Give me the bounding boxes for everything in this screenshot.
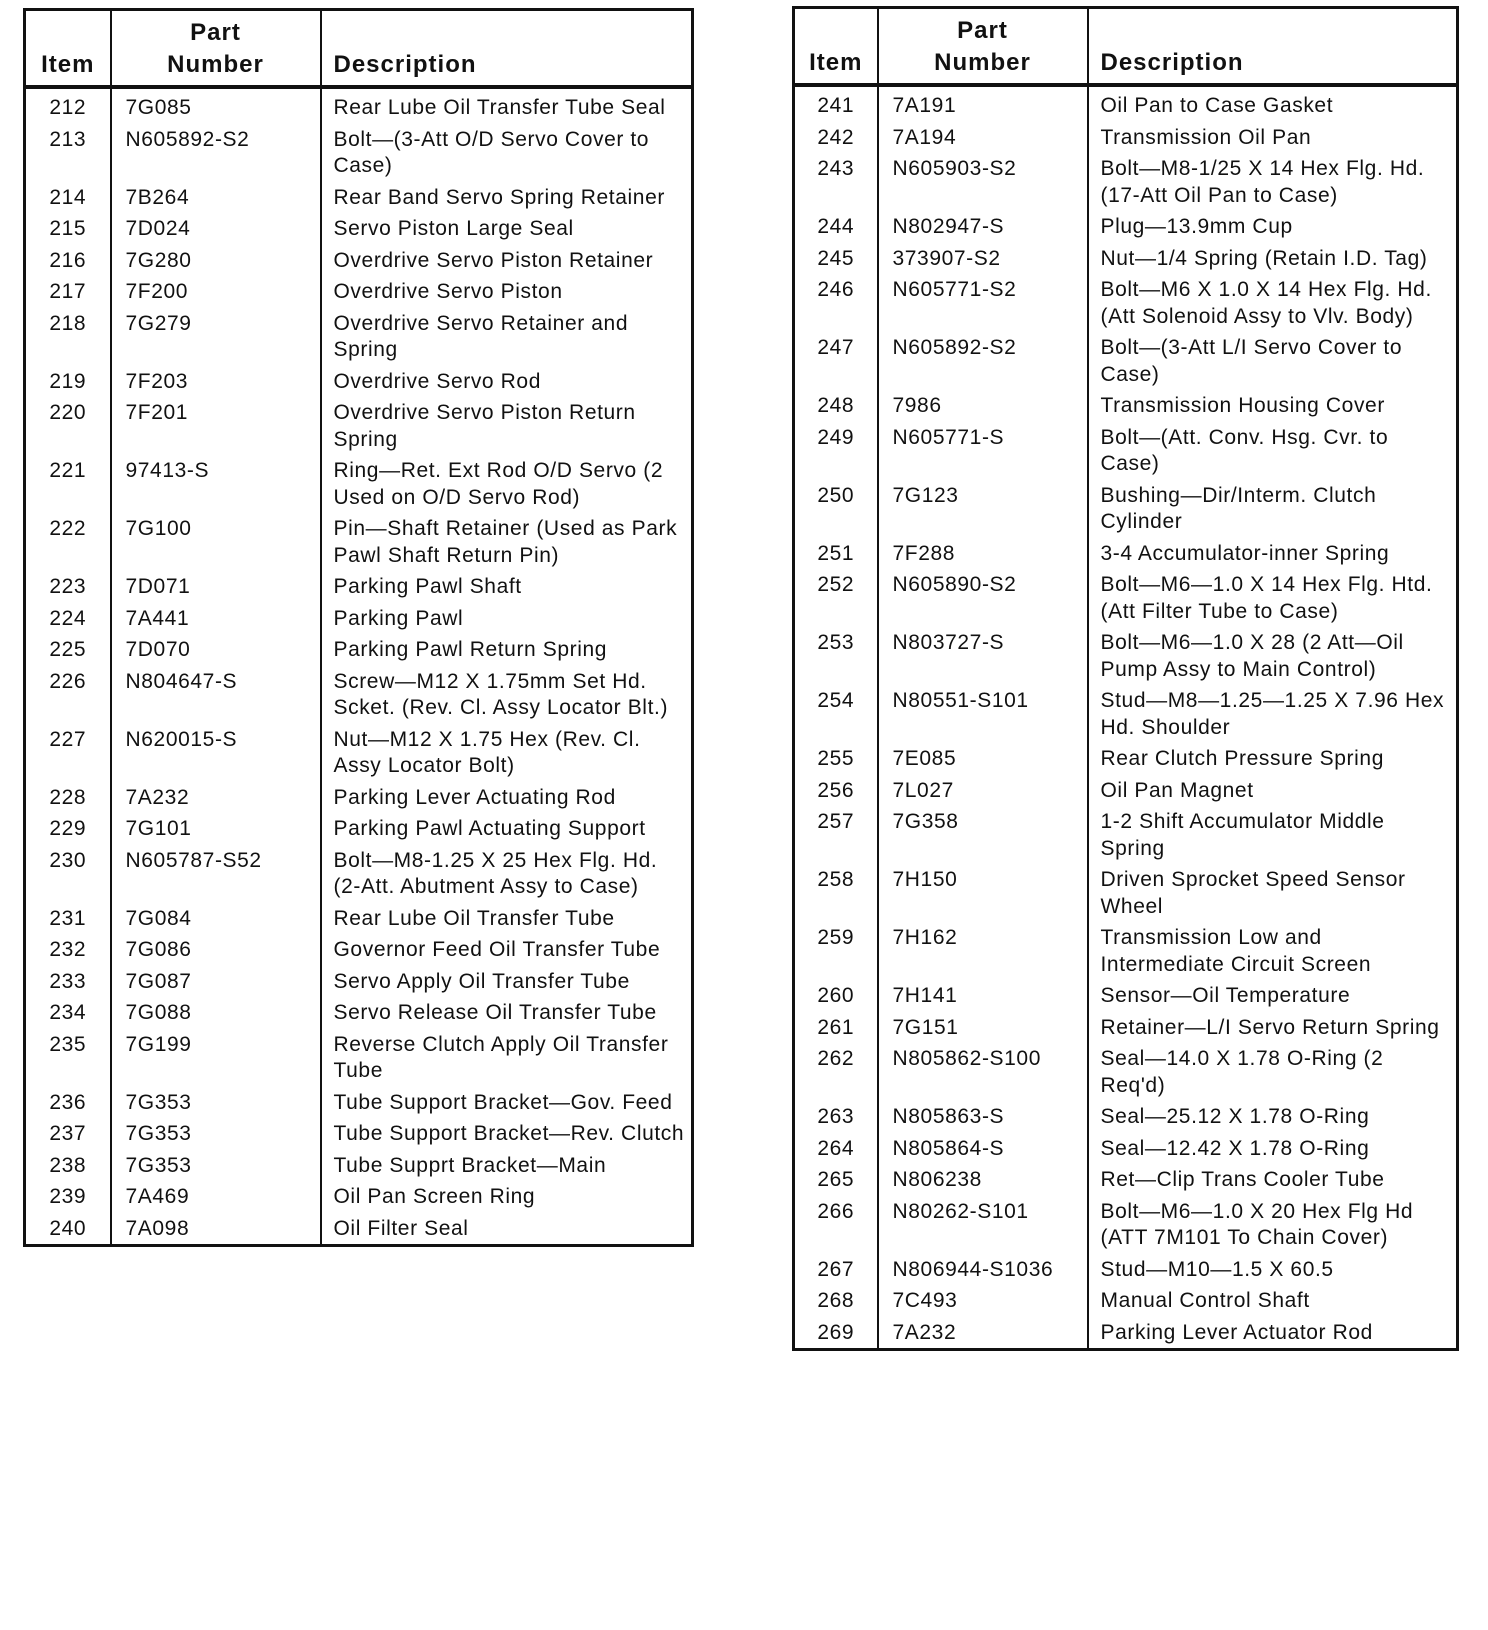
description-cell: Nut—1/4 Spring (Retain I.D. Tag) — [1088, 243, 1458, 275]
part-number-cell: 7C493 — [878, 1285, 1088, 1317]
description-cell: Seal—12.42 X 1.78 O-Ring — [1088, 1133, 1458, 1165]
part-number-cell: 7A191 — [878, 85, 1088, 122]
table-row — [25, 966, 693, 998]
description-cell: Parking Pawl Shaft — [321, 571, 693, 603]
part-number-cell: N605892-S2 — [111, 124, 321, 182]
table-row — [25, 182, 693, 214]
item-cell: 237 — [49, 1122, 87, 1145]
table-row — [794, 743, 1458, 775]
table-row — [25, 397, 693, 455]
description-cell: Rear Band Servo Spring Retainer — [321, 182, 693, 214]
part-number-cell: N802947-S — [878, 211, 1088, 243]
part-number-cell: N806944-S1036 — [878, 1254, 1088, 1286]
description-cell: Bolt—M8-1.25 X 25 Hex Flg. Hd. (2-Att. Abutment Assy to Case) — [321, 845, 693, 903]
table-row — [794, 332, 1458, 390]
table-row — [25, 571, 693, 603]
description-cell: 1-2 Shift Accumulator Middle Spring — [1088, 806, 1458, 864]
description-cell: Oil Pan Magnet — [1088, 775, 1458, 807]
item-cell: 218 — [49, 311, 87, 335]
table-row — [25, 276, 693, 308]
description-cell: Transmission Low and Intermediate Circuit Screen — [1088, 922, 1458, 980]
description-column-header: Description — [1088, 8, 1458, 86]
item-cell: 268 — [817, 1289, 855, 1312]
part-number-cell: 7A098 — [111, 1213, 321, 1246]
table-row — [794, 153, 1458, 211]
part-number-cell: N803727-S — [878, 627, 1088, 685]
table-row — [794, 569, 1458, 627]
part-number-cell: 7L027 — [878, 775, 1088, 807]
table-row — [794, 980, 1458, 1012]
description-cell: Oil Filter Seal — [321, 1213, 693, 1246]
item-cell: 258 — [817, 868, 855, 891]
part-number-cell: 7G199 — [111, 1029, 321, 1087]
description-cell: Rear Lube Oil Transfer Tube — [321, 903, 693, 935]
item-cell: 257 — [817, 810, 855, 833]
description-cell: Seal—25.12 X 1.78 O-Ring — [1088, 1101, 1458, 1133]
item-cell: 253 — [817, 631, 855, 654]
table-row — [794, 864, 1458, 922]
part-number-cell: N805862-S100 — [878, 1043, 1088, 1101]
description-cell: Transmission Housing Cover — [1088, 390, 1458, 422]
item-cell: 263 — [817, 1105, 855, 1128]
table-row — [794, 211, 1458, 243]
parts-table-right — [792, 6, 1459, 1351]
description-cell: 3-4 Accumulator-inner Spring — [1088, 538, 1458, 570]
part-number-cell: 7F200 — [111, 276, 321, 308]
description-cell: Bushing—Dir/Interm. Clutch Cylinder — [1088, 480, 1458, 538]
description-cell: Stud—M8—1.25—1.25 X 7.96 Hex Hd. Shoulder — [1088, 685, 1458, 743]
description-cell: Stud—M10—1.5 X 60.5 — [1088, 1254, 1458, 1286]
description-cell: Servo Release Oil Transfer Tube — [321, 997, 693, 1029]
part-number-column-header: Part Number — [111, 10, 321, 88]
item-column-header: Item — [25, 10, 111, 88]
table-row — [25, 124, 693, 182]
part-number-cell: 7G353 — [111, 1150, 321, 1182]
part-number-cell: N805863-S — [878, 1101, 1088, 1133]
description-cell: Bolt—M6—1.0 X 28 (2 Att—Oil Pump Assy to Main Control) — [1088, 627, 1458, 685]
description-cell: Tube Support Bracket—Rev. Clutch — [321, 1118, 693, 1150]
part-number-cell: 7H162 — [878, 922, 1088, 980]
table-row — [25, 1150, 693, 1182]
table-row — [25, 245, 693, 277]
part-number-cell: N804647-S — [111, 666, 321, 724]
item-cell: 232 — [49, 938, 87, 961]
part-number-cell: N605892-S2 — [878, 332, 1088, 390]
table-row — [794, 480, 1458, 538]
table-row — [794, 85, 1458, 122]
description-cell: Reverse Clutch Apply Oil Transfer Tube — [321, 1029, 693, 1087]
item-cell: 224 — [49, 606, 87, 630]
table-row — [794, 1317, 1458, 1350]
item-cell: 245 — [817, 246, 855, 270]
item-cell: 227 — [49, 727, 87, 751]
item-cell: 222 — [49, 517, 87, 540]
part-number-cell: N805864-S — [878, 1133, 1088, 1165]
item-cell: 216 — [49, 248, 87, 272]
table-row — [794, 1285, 1458, 1317]
item-cell: 262 — [817, 1047, 855, 1070]
item-cell: 252 — [817, 573, 855, 596]
item-cell: 255 — [817, 747, 855, 770]
description-cell: Tube Supprt Bracket—Main — [321, 1150, 693, 1182]
item-cell: 239 — [49, 1185, 87, 1208]
part-number-cell: 7A232 — [111, 782, 321, 814]
part-number-cell: N605903-S2 — [878, 153, 1088, 211]
table-row — [25, 845, 693, 903]
item-cell: 269 — [817, 1320, 855, 1344]
part-number-cell: 7H150 — [878, 864, 1088, 922]
item-cell: 226 — [49, 669, 87, 693]
part-number-cell: N806238 — [878, 1164, 1088, 1196]
description-cell: Oil Pan to Case Gasket — [1088, 85, 1458, 122]
item-cell: 240 — [49, 1216, 87, 1240]
description-cell: Parking Pawl Return Spring — [321, 634, 693, 666]
part-number-cell: 7A441 — [111, 603, 321, 635]
table-row — [794, 274, 1458, 332]
table-row — [794, 1133, 1458, 1165]
item-cell: 241 — [817, 94, 855, 117]
table-row — [25, 1181, 693, 1213]
table-row — [25, 1213, 693, 1246]
part-number-cell: 7F203 — [111, 366, 321, 398]
table-row — [794, 806, 1458, 864]
part-number-cell: 7D070 — [111, 634, 321, 666]
item-cell: 250 — [817, 483, 855, 507]
table-row — [25, 455, 693, 513]
description-cell: Sensor—Oil Temperature — [1088, 980, 1458, 1012]
table-row — [794, 122, 1458, 154]
table-row — [794, 1254, 1458, 1286]
item-cell: 234 — [49, 1001, 87, 1024]
description-cell: Servo Apply Oil Transfer Tube — [321, 966, 693, 998]
table-row — [794, 243, 1458, 275]
item-cell: 266 — [817, 1199, 855, 1223]
item-cell: 217 — [49, 280, 87, 303]
part-number-cell: 7G100 — [111, 513, 321, 571]
table-row — [25, 1087, 693, 1119]
part-number-cell: 7G086 — [111, 934, 321, 966]
item-cell: 242 — [817, 125, 855, 149]
description-cell: Pin—Shaft Retainer (Used as Park Pawl Shaft Return Pin) — [321, 513, 693, 571]
part-number-cell: 7E085 — [878, 743, 1088, 775]
item-cell: 265 — [817, 1168, 855, 1191]
part-number-cell: 7G358 — [878, 806, 1088, 864]
item-cell: 214 — [49, 185, 87, 209]
item-cell: 215 — [49, 217, 87, 240]
table-row — [794, 922, 1458, 980]
description-cell: Screw—M12 X 1.75mm Set Hd. Scket. (Rev. Cl. Assy Locator Blt.) — [321, 666, 693, 724]
table-row — [794, 1101, 1458, 1133]
part-number-cell: 7B264 — [111, 182, 321, 214]
description-cell: Governor Feed Oil Transfer Tube — [321, 934, 693, 966]
part-number-cell: N605771-S2 — [878, 274, 1088, 332]
description-cell: Bolt—M6—1.0 X 20 Hex Flg Hd (ATT 7M101 To Chain Cover) — [1088, 1196, 1458, 1254]
description-cell: Overdrive Servo Piston — [321, 276, 693, 308]
table-header — [794, 8, 1458, 86]
table-row — [25, 513, 693, 571]
item-cell: 236 — [49, 1090, 87, 1114]
part-number-cell: N605787-S52 — [111, 845, 321, 903]
description-column-header: Description — [321, 10, 693, 88]
description-cell: Parking Pawl — [321, 603, 693, 635]
item-cell: 219 — [49, 369, 87, 393]
description-cell: Bolt—(3-Att L/I Servo Cover to Case) — [1088, 332, 1458, 390]
part-number-cell: 7G280 — [111, 245, 321, 277]
item-cell: 230 — [49, 848, 87, 872]
table-row — [25, 213, 693, 245]
item-cell: 264 — [817, 1136, 855, 1160]
part-number-cell: N80551-S101 — [878, 685, 1088, 743]
table-row — [25, 603, 693, 635]
item-cell: 256 — [817, 778, 855, 802]
description-cell: Retainer—L/I Servo Return Spring — [1088, 1012, 1458, 1044]
part-number-cell: 7G123 — [878, 480, 1088, 538]
part-number-cell: 7A469 — [111, 1181, 321, 1213]
item-cell: 247 — [817, 336, 855, 359]
part-number-cell: 7986 — [878, 390, 1088, 422]
table-row — [25, 934, 693, 966]
part-number-cell: 7G084 — [111, 903, 321, 935]
table-row — [25, 813, 693, 845]
part-number-cell: 7H141 — [878, 980, 1088, 1012]
description-cell: Nut—M12 X 1.75 Hex (Rev. Cl. Assy Locator Bolt) — [321, 724, 693, 782]
item-cell: 254 — [817, 689, 855, 712]
description-cell: Driven Sprocket Speed Sensor Wheel — [1088, 864, 1458, 922]
description-cell: Bolt—(3-Att O/D Servo Cover to Case) — [321, 124, 693, 182]
item-cell: 238 — [49, 1153, 87, 1177]
description-cell: Overdrive Servo Piston Return Spring — [321, 397, 693, 455]
description-cell: Seal—14.0 X 1.78 O-Ring (2 Req'd) — [1088, 1043, 1458, 1101]
part-number-cell: 7G101 — [111, 813, 321, 845]
item-cell: 243 — [817, 157, 855, 180]
description-cell: Ring—Ret. Ext Rod O/D Servo (2 Used on O/D Servo Rod) — [321, 455, 693, 513]
table-row — [25, 782, 693, 814]
item-cell: 248 — [817, 394, 855, 417]
part-number-cell: N620015-S — [111, 724, 321, 782]
part-number-cell: 7D024 — [111, 213, 321, 245]
part-number-cell: 7F201 — [111, 397, 321, 455]
item-cell: 261 — [817, 1015, 855, 1039]
table-row — [794, 685, 1458, 743]
description-cell: Rear Clutch Pressure Spring — [1088, 743, 1458, 775]
table-row — [25, 903, 693, 935]
item-cell: 259 — [817, 926, 855, 949]
item-column-header: Item — [794, 8, 878, 86]
description-cell: Ret—Clip Trans Cooler Tube — [1088, 1164, 1458, 1196]
description-cell: Rear Lube Oil Transfer Tube Seal — [321, 87, 693, 124]
item-cell: 229 — [49, 817, 87, 840]
description-cell: Bolt—M6—1.0 X 14 Hex Flg. Htd. (Att Filter Tube to Case) — [1088, 569, 1458, 627]
item-cell: 251 — [817, 541, 855, 565]
part-number-cell: 7G279 — [111, 308, 321, 366]
table-row — [25, 1029, 693, 1087]
item-cell: 244 — [817, 215, 855, 238]
item-cell: 246 — [817, 278, 855, 301]
table-row — [794, 538, 1458, 570]
table-row — [794, 422, 1458, 480]
part-number-cell: 7G353 — [111, 1087, 321, 1119]
part-number-cell: 7G151 — [878, 1012, 1088, 1044]
description-cell: Tube Support Bracket—Gov. Feed — [321, 1087, 693, 1119]
table-row — [794, 1164, 1458, 1196]
part-number-column-header: Part Number — [878, 8, 1088, 86]
description-cell: Parking Lever Actuating Rod — [321, 782, 693, 814]
part-number-cell: 7G087 — [111, 966, 321, 998]
description-cell: Overdrive Servo Piston Retainer — [321, 245, 693, 277]
table-row — [794, 1043, 1458, 1101]
table-row — [794, 1196, 1458, 1254]
description-cell: Oil Pan Screen Ring — [321, 1181, 693, 1213]
description-cell: Parking Lever Actuator Rod — [1088, 1317, 1458, 1350]
table-row — [25, 87, 693, 124]
table-row — [25, 997, 693, 1029]
item-cell: 228 — [49, 785, 87, 809]
part-number-cell: N605890-S2 — [878, 569, 1088, 627]
part-number-cell: 373907-S2 — [878, 243, 1088, 275]
part-number-cell: N605771-S — [878, 422, 1088, 480]
part-number-cell: 7G353 — [111, 1118, 321, 1150]
description-cell: Bolt—M6 X 1.0 X 14 Hex Flg. Hd. (Att Solenoid Assy to Vlv. Body) — [1088, 274, 1458, 332]
description-cell: Overdrive Servo Retainer and Spring — [321, 308, 693, 366]
part-number-cell: 7F288 — [878, 538, 1088, 570]
item-cell: 212 — [49, 96, 87, 119]
table-body — [794, 85, 1458, 1350]
item-cell: 260 — [817, 984, 855, 1007]
description-cell: Bolt—(Att. Conv. Hsg. Cvr. to Case) — [1088, 422, 1458, 480]
table-row — [25, 666, 693, 724]
description-cell: Bolt—M8-1/25 X 14 Hex Flg. Hd. (17-Att Oil Pan to Case) — [1088, 153, 1458, 211]
part-number-cell: 7A194 — [878, 122, 1088, 154]
item-cell: 225 — [49, 638, 87, 661]
item-cell: 223 — [49, 575, 87, 598]
item-cell: 231 — [49, 906, 87, 930]
table-row — [794, 390, 1458, 422]
table-row — [794, 1012, 1458, 1044]
table-row — [794, 775, 1458, 807]
part-number-cell: 7D071 — [111, 571, 321, 603]
table-row — [25, 308, 693, 366]
part-number-cell: 7G085 — [111, 87, 321, 124]
description-cell: Plug—13.9mm Cup — [1088, 211, 1458, 243]
table-row — [794, 627, 1458, 685]
item-cell: 249 — [817, 425, 855, 449]
description-cell: Transmission Oil Pan — [1088, 122, 1458, 154]
description-cell: Manual Control Shaft — [1088, 1285, 1458, 1317]
description-cell: Servo Piston Large Seal — [321, 213, 693, 245]
description-cell: Overdrive Servo Rod — [321, 366, 693, 398]
parts-table-left — [23, 8, 694, 1247]
item-cell: 220 — [49, 401, 87, 424]
item-cell: 221 — [49, 459, 87, 482]
table-row — [25, 1118, 693, 1150]
table-row — [25, 724, 693, 782]
part-number-cell: 97413-S — [111, 455, 321, 513]
item-cell: 235 — [49, 1032, 87, 1056]
part-number-cell: 7G088 — [111, 997, 321, 1029]
item-cell: 233 — [49, 969, 87, 993]
table-row — [25, 634, 693, 666]
part-number-cell: 7A232 — [878, 1317, 1088, 1350]
part-number-cell: N80262-S101 — [878, 1196, 1088, 1254]
table-header — [25, 10, 693, 88]
description-cell: Parking Pawl Actuating Support — [321, 813, 693, 845]
item-cell: 213 — [49, 127, 87, 151]
table-row — [25, 366, 693, 398]
table-body — [25, 87, 693, 1246]
item-cell: 267 — [817, 1257, 855, 1281]
